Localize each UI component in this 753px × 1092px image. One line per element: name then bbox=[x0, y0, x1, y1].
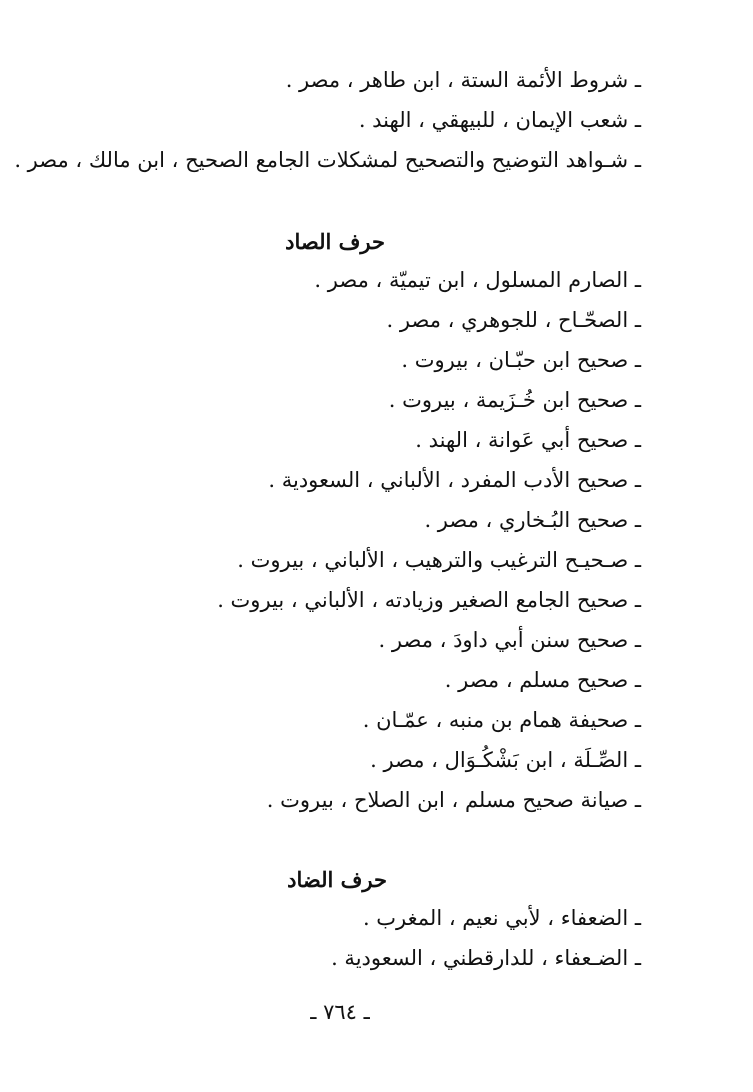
bibliography-entry: ـ صحيح سنن أبي داودَ ، مصر . bbox=[378, 628, 641, 652]
bibliography-entry: ـ شروط الأئمة الستة ، ابن طاهر ، مصر . bbox=[285, 68, 641, 92]
bibliography-entry: ـ صيانة صحيح مسلم ، ابن الصلاح ، بيروت . bbox=[266, 788, 641, 812]
bibliography-entry: ـ صحيح أبي عَوانة ، الهند . bbox=[415, 428, 641, 452]
bibliography-entry: ـ صحيفة همام بن منبه ، عمّـان . bbox=[362, 708, 641, 732]
section-heading-dad: حرف الضاد bbox=[287, 867, 387, 892]
bibliography-entry: ـ الضـعفاء ، للدارقطني ، السعودية . bbox=[331, 946, 641, 970]
bibliography-entry: ـ صحيح ابن خُـزَيمة ، بيروت . bbox=[388, 388, 641, 412]
bibliography-entry: ـ صحيح الجامع الصغير وزيادته ، الألباني ، بيروت . bbox=[217, 588, 641, 612]
bibliography-entry: ـ الضعفاء ، لأبي نعيم ، المغرب . bbox=[362, 906, 641, 930]
section-heading-sad: حرف الصاد bbox=[285, 229, 385, 254]
bibliography-entry: ـ صحيح مسلم ، مصر . bbox=[444, 668, 641, 692]
bibliography-entry: ـ صحيح الأدب المفرد ، الألباني ، السعودية . bbox=[268, 468, 641, 492]
bibliography-entry: ـ الصحّـاح ، للجوهري ، مصر . bbox=[386, 308, 641, 332]
bibliography-entry: ـ صحيح البُـخاري ، مصر . bbox=[424, 508, 641, 532]
bibliography-entry: ـ الصِّـلَة ، ابن بَشْكُـوَال ، مصر . bbox=[370, 748, 641, 772]
bibliography-entry: ـ صـحيـح الترغيب والترهيب ، الألباني ، بيروت . bbox=[237, 548, 641, 572]
bibliography-entry: ـ الصارم المسلول ، ابن تيميّة ، مصر . bbox=[314, 268, 641, 292]
page-number: ـ ٧٦٤ ـ bbox=[310, 1000, 370, 1024]
bibliography-entry: ـ صحيح ابن حبّـان ، بيروت . bbox=[401, 348, 641, 372]
bibliography-entry: ـ شعب الإيمان ، للبيهقي ، الهند . bbox=[358, 108, 641, 132]
bibliography-entry: ـ شـواهد التوضيح والتصحيح لمشكلات الجامع الصحيح ، ابن مالك ، مصر . bbox=[14, 148, 641, 172]
